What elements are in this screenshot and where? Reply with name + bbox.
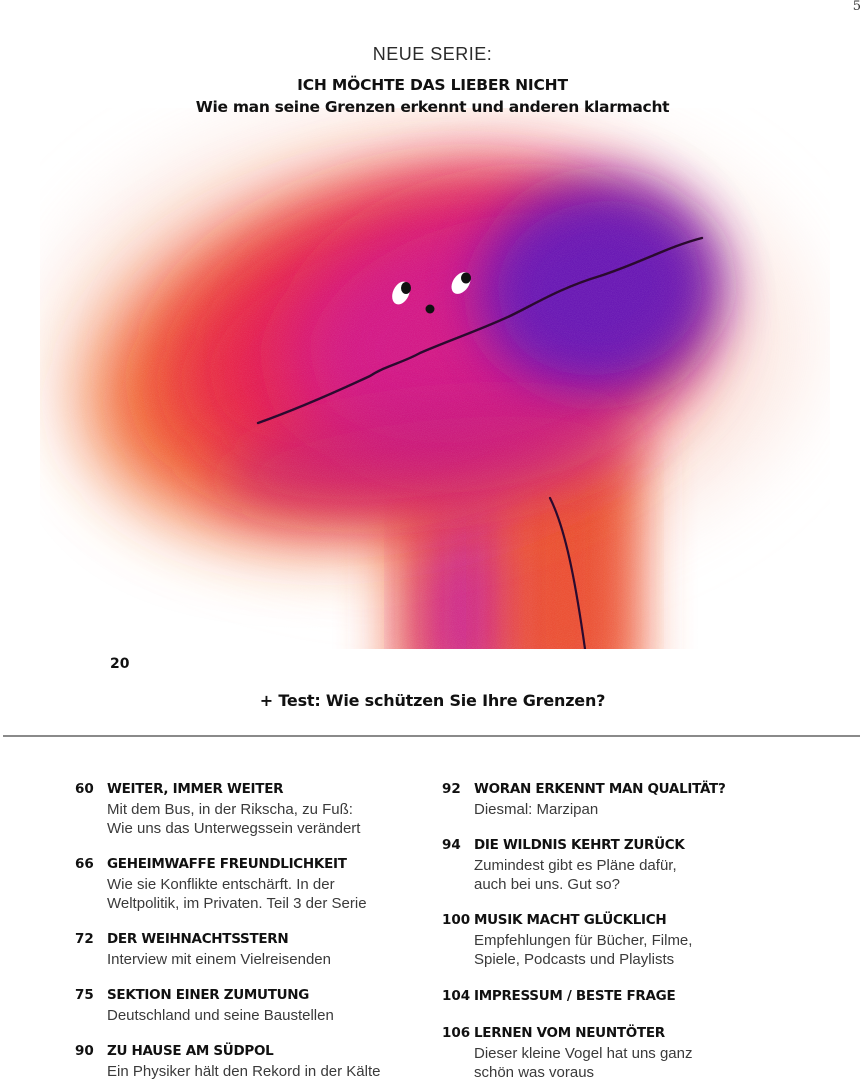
toc-title: IMPRESSUM / BESTE FRAGE xyxy=(474,988,676,1004)
toc-title: SEKTION EINER ZUMUTUNG xyxy=(107,987,310,1003)
toc-page-number: 75 xyxy=(75,987,94,1003)
page-number: 5 xyxy=(852,0,861,14)
toc-description: Wie sie Konflikte entschärft. In der Weltpolitik, im Privaten. Teil 3 der Serie xyxy=(107,876,367,912)
toc-page-number: 90 xyxy=(75,1043,94,1059)
toc-description: Ein Physiker hält den Rekord in der Kälte xyxy=(107,1063,381,1080)
section-divider xyxy=(3,735,860,737)
toc-title: LERNEN VOM NEUNTÖTER xyxy=(474,1025,665,1041)
feature-illustration xyxy=(40,108,830,649)
toc-description: Empfehlungen für Bücher, Filme, Spiele, Podcasts und Playlists xyxy=(474,932,693,968)
feature-headline[interactable]: ICH MÖCHTE DAS LIEBER NICHT xyxy=(297,76,568,94)
series-label: NEUE SERIE: xyxy=(372,44,493,64)
toc-title: MUSIK MACHT GLÜCKLICH xyxy=(474,912,667,928)
toc-description: Zumindest gibt es Pläne dafür, auch bei uns. Gut so? xyxy=(474,857,677,893)
toc-page-number: 72 xyxy=(75,931,94,947)
feature-page-number[interactable]: 20 xyxy=(110,656,130,672)
toc-title: DIE WILDNIS KEHRT ZURÜCK xyxy=(474,837,685,853)
toc-title: WEITER, IMMER WEITER xyxy=(107,781,284,797)
toc-title: GEHEIMWAFFE FREUNDLICHKEIT xyxy=(107,856,347,872)
toc-description: Dieser kleine Vogel hat uns ganz schön was voraus xyxy=(474,1045,693,1081)
toc-title: ZU HAUSE AM SÜDPOL xyxy=(107,1043,274,1059)
toc-page-number: 94 xyxy=(442,837,461,853)
toc-page-number: 66 xyxy=(75,856,94,872)
toc-description: Diesmal: Marzipan xyxy=(474,801,599,818)
toc-title: WORAN ERKENNT MAN QUALITÄT? xyxy=(474,781,726,797)
toc-page-number: 100 xyxy=(442,912,471,928)
toc-page-number: 60 xyxy=(75,781,94,797)
toc-page-number: 104 xyxy=(442,988,471,1004)
toc-description: Mit dem Bus, in der Rikscha, zu Fuß: Wie uns das Unterwegssein verändert xyxy=(107,801,361,837)
feature-subheadline: Wie man seine Grenzen erkennt und anderen klarmacht xyxy=(195,98,670,116)
toc-page-number: 92 xyxy=(442,781,461,797)
toc-title: DER WEIHNACHTSSTERN xyxy=(107,931,289,947)
toc-description: Interview mit einem Vielreisenden xyxy=(107,951,331,968)
test-teaser[interactable]: + Test: Wie schützen Sie Ihre Grenzen? xyxy=(259,691,606,710)
toc-description: Deutschland und seine Baustellen xyxy=(107,1007,334,1024)
toc-page-number: 106 xyxy=(442,1025,471,1041)
